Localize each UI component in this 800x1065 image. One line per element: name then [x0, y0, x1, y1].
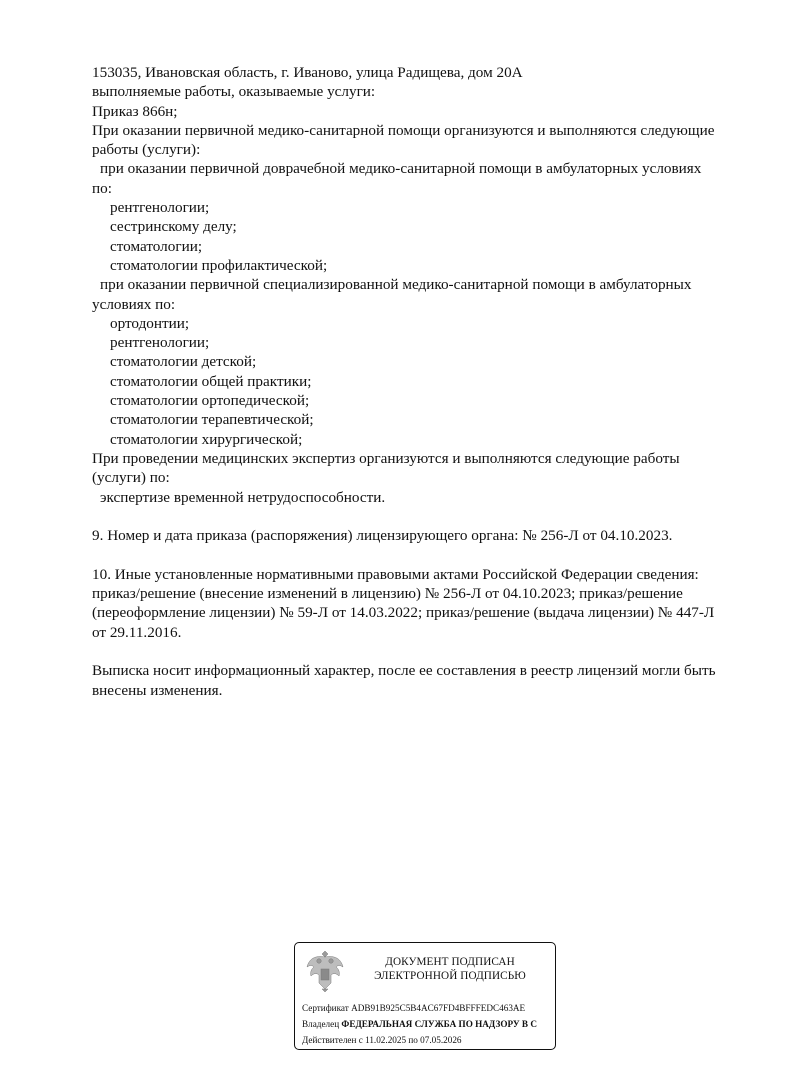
services-list: [92, 63, 762, 507]
document-line: При проведении медицинских экспертиз организуются и выполняются следующие работы: [92, 449, 680, 467]
document-line: При оказании первичной медико-санитарной помощи организуются и выполняются следующие: [92, 121, 715, 139]
stamp-title-line: ДОКУМЕНТ ПОДПИСАН: [385, 956, 515, 968]
section-10-line: (переоформление лицензии) № 59-Л от 14.03.2022; приказ/решение (выдача лицензии) № 447-Л: [92, 604, 715, 622]
document-line: стоматологии детской;: [110, 353, 257, 371]
document-line: сестринскому делу;: [110, 218, 237, 236]
stamp-title: [355, 955, 545, 983]
document-line: стоматологии;: [110, 237, 203, 255]
document-line: рентгенологии;: [110, 199, 210, 217]
document-line: (услуги) по:: [92, 469, 170, 487]
document-line: выполняемые работы, оказываемые услуги:: [92, 83, 376, 101]
certificate-value: ADB91B925C5B4AC67FD4BFFFEDC463AE: [351, 1003, 526, 1013]
document-line: стоматологии общей практики;: [110, 372, 312, 390]
document-line: рентгенологии;: [110, 334, 210, 352]
section-10-line: 10. Иные установленные нормативными правовыми актами Российской Федерации сведения:: [92, 565, 699, 583]
disclaimer-line: внесены изменения.: [92, 681, 223, 699]
certificate-row: [302, 1000, 537, 1016]
document-page: [92, 63, 762, 700]
validity-row: Действителен с 11.02.2025 по 07.05.2026: [302, 1035, 462, 1045]
disclaimer: [92, 661, 762, 700]
document-line: стоматологии хирургической;: [110, 430, 303, 448]
document-line: при оказании первичной доврачебной медико-санитарной помощи в амбулаторных условиях: [100, 160, 702, 178]
document-line: условиях по:: [92, 295, 176, 313]
russian-coat-of-arms-icon: [305, 949, 345, 993]
document-line: экспертизе временной нетрудоспособности.: [100, 488, 386, 506]
document-line: стоматологии терапевтической;: [110, 411, 314, 429]
document-line: работы (услуги):: [92, 141, 201, 159]
document-line: стоматологии ортопедической;: [110, 392, 310, 410]
document-line: 153035, Ивановская область, г. Иваново, улица Радищева, дом 20А: [92, 64, 523, 81]
document-line: стоматологии профилактической;: [110, 256, 328, 274]
owner-row: [302, 1016, 537, 1032]
stamp-title-line: ЭЛЕКТРОННОЙ ПОДПИСЬЮ: [374, 970, 526, 982]
owner-label: Владелец: [302, 1019, 340, 1029]
section-10-line: приказ/решение (внесение изменений в лицензию) № 256-Л от 04.10.2023; приказ/решение: [92, 585, 683, 603]
disclaimer-line: Выписка носит информационный характер, после ее составления в реестр лицензий могли быть: [92, 662, 716, 680]
document-line: при оказании первичной специализированной медико-санитарной помощи в амбулаторных: [100, 276, 692, 294]
certificate-label: Сертификат: [302, 1003, 349, 1013]
section-10-line: от 29.11.2016.: [92, 623, 182, 641]
electronic-signature-stamp: [294, 942, 556, 1050]
document-line: ортодонтии;: [110, 314, 190, 332]
stamp-details: [302, 1000, 537, 1048]
document-line: по:: [92, 179, 112, 197]
document-line: Приказ 866н;: [92, 102, 178, 120]
section-10-other-info: [92, 565, 762, 642]
owner-value: ФЕДЕРАЛЬНАЯ СЛУЖБА ПО НАДЗОРУ В С: [341, 1019, 537, 1029]
section-9-order-info: 9. Номер и дата приказа (распоряжения) лицензирующего органа: № 256-Л от 04.10.2023.: [92, 527, 673, 545]
